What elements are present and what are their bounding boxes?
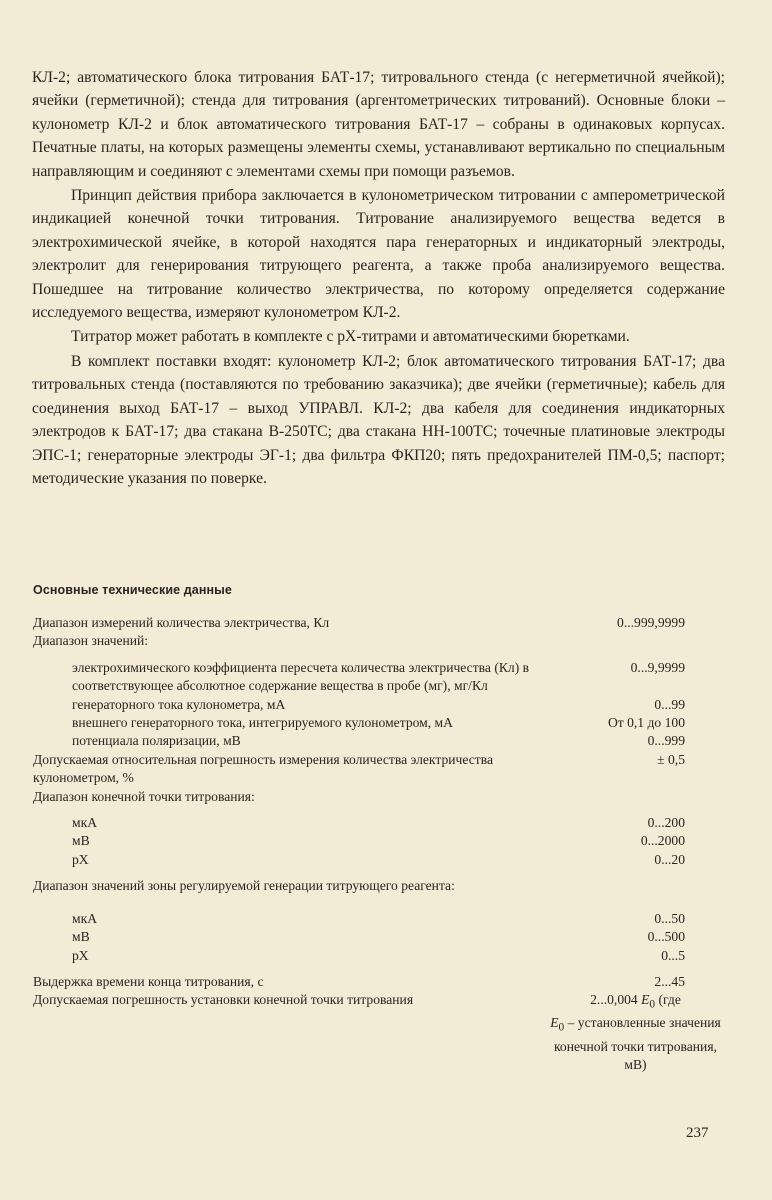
spec-row [33,947,723,965]
spec-value: 0...20 [654,851,685,867]
spec-label: мкА [72,815,98,831]
spec-label: потенциала поляризации, мВ [72,733,241,749]
spec-label: рХ [72,851,89,867]
spec-row [33,973,723,991]
spec-label: Выдержка времени конца титрования, с [33,973,264,989]
spec-value: ± 0,5 [657,751,685,767]
spec-label: мВ [72,833,90,849]
spec-value: 2...0,004 $E_0$ (где $E_0$ – установленные значения конечной точки титрования, мВ) [550,992,721,1072]
spec-value: 2...45 [654,973,685,989]
paragraph-3: Титратор может работать в комплекте с рХ-титрами и автоматическими бюретками. [71,328,630,346]
spec-label: Допускаемая относительная погрешность измерения количества электричества кулонометром, % [33,751,493,786]
spec-row [33,732,723,750]
paragraph-4: В комплект поставки входят: кулонометр КЛ-2; блок автоматического титрования БАТ-17; два титровальных стенда (поставляются по требованию заказчика); две ячейки (герметичные); кабель для соединения выход БАТ-17 – выход УПРАВЛ. КЛ-2; два кабеля для соединения индикаторных электродов к БАТ-17; два стакана В-250ТС; два стакана НН-100ТС; точечные платиновые электроды ЭПС-1; генераторные электроды ЭГ-1; два фильтра ФКП20; пять предохранителей ПМ-0,5; паспорт; методические указания по поверке. [32,352,725,487]
spec-value: 0...999,9999 [617,615,685,630]
spec-label: мВ [72,929,90,945]
paragraph-2: Принцип действия прибора заключается в кулонометрическом титровании с амперометрической индикацией конечной точки титрования. Титрование анализируемого вещества ведется в электрохимической ячейке, в которой находятся пара генераторных и индикаторный электроды, электролит для генерирования титрующего реагента, а также проба анализируемого вещества. Пошедшее на титрование количество электричества, по которому определяется содержание исследуемого вещества, измеряют кулонометром КЛ-2. [32,187,725,322]
spec-row [33,814,723,832]
spec-row [33,659,723,696]
spec-value: 0...200 [647,815,685,831]
spec-row [33,632,723,650]
spec-row [33,832,723,850]
spec-row [33,991,723,1072]
spec-row [33,714,723,732]
spec-value: 0...2000 [640,833,685,849]
spec-row [33,928,723,946]
spec-label: Диапазон конечной точки титрования: [33,788,255,804]
spec-value: 0...5 [661,947,685,963]
spec-label: Диапазон значений зоны регулируемой генерации титрующего реагента: [33,878,455,894]
spec-value: От 0,1 до 100 [607,715,685,731]
spec-value: 0...9,9999 [630,659,685,675]
spec-row [33,877,723,895]
spec-label: электрохимического коэффициента пересчета количества электричества (Кл) в соответствующее абсолютное содержание вещества в пробе (мг), мг/Кл [72,659,530,694]
spec-row [33,696,723,714]
spec-row [33,851,723,869]
spec-value: 0...99 [654,696,685,712]
spec-row [33,910,723,928]
spec-value: 0...500 [647,929,685,945]
spec-value: 0...50 [654,910,685,926]
section-title: Основные технические данные [33,583,232,597]
spec-label: мкА [72,910,98,926]
specs-table [33,614,723,1072]
spec-label: генераторного тока кулонометра, мА [72,696,286,712]
spec-label: внешнего генераторного тока, интегрируемого кулонометром, мА [72,715,453,731]
spec-label: Диапазон значений: [33,633,149,649]
spec-row [33,751,723,788]
spec-value: 0...999 [647,733,685,749]
spec-row [33,614,723,632]
paragraph-1: КЛ-2; автоматического блока титрования БАТ-17; титровального стенда (с негерметичной ячейкой); ячейки (герметичной); стенда для титрования (аргентометрических титрований). Основные блоки – кулонометр КЛ-2 и блок автоматического титрования БАТ-17 – собраны в одинаковых корпусах. Печатные платы, на которых размещены элементы схемы, устанавливают вертикально по специальным направляющим и соединяют с элементами схемы при помощи разъемов. [32,69,725,180]
spec-label: Допускаемая погрешность установки конечной точки титрования [33,992,414,1008]
spec-row [33,788,723,806]
page-number: 237 [686,1125,709,1141]
spec-label: Диапазон измерений количества электричества, Кл [33,615,330,630]
body-text [32,66,725,491]
spec-label: рХ [72,947,89,963]
